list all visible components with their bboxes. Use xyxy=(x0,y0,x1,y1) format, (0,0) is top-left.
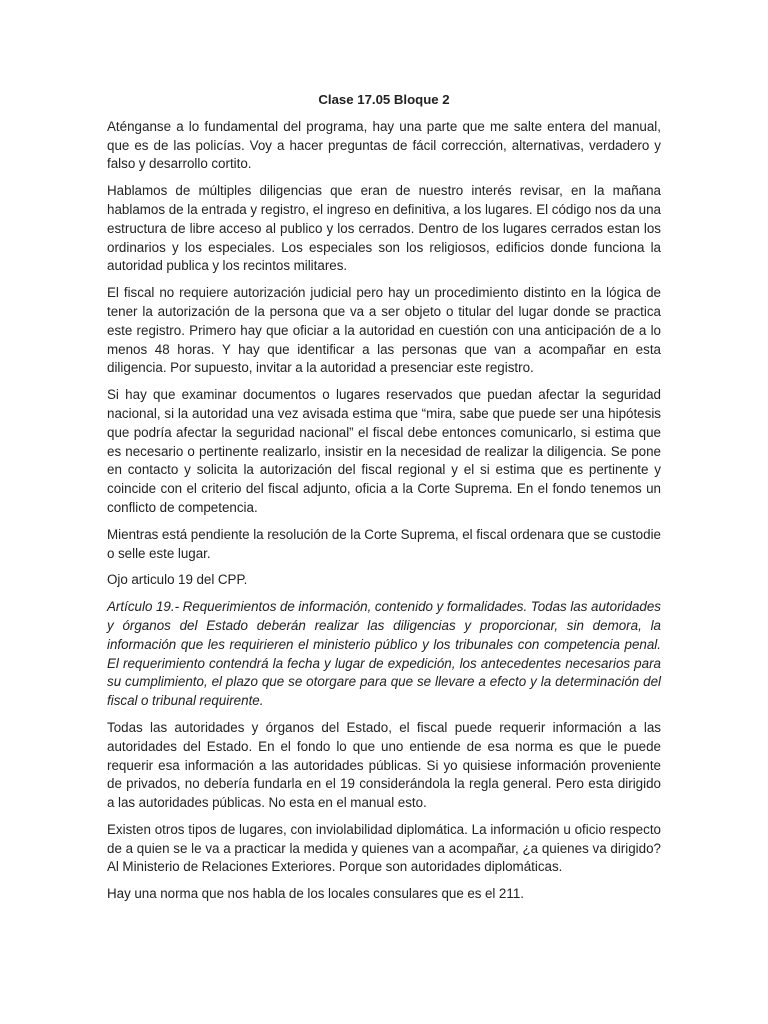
article-quote: Artículo 19.- Requerimientos de información, contenido y formalidades. Todas las autoridades y órganos del Estado deberán realizar las diligencias y proporcionar, sin demora, la información que les requirieren el ministerio público y los tribunales con competencia penal. El requerimiento contendrá la fecha y lugar de expedición, los antecedentes necesarios para su cumplimiento, el plazo que se otorgare para que se llevare a efecto y la determinación del fiscal o tribunal requirente. xyxy=(107,599,661,709)
document-title: Clase 17.05 Bloque 2 xyxy=(318,92,450,107)
paragraph-4: Si hay que examinar documentos o lugares reservados que puedan afectar la seguridad nacional, si la autoridad una vez avisada estima que “mira, sabe que puede ser una hipótesis que podría afectar la seguridad nacional” el fiscal debe entonces comunicarlo, si estima que es necesario o pertinente realizarlo, insistir en la necesidad de realizar la diligencia. Se pone en contacto y solicita la autorización del fiscal regional y el si estima que es pertinente y coincide con el criterio del fiscal adjunto, oficia a la Corte Suprema. En el fondo tenemos un conflicto de competencia. xyxy=(107,387,661,515)
paragraph-2: Hablamos de múltiples diligencias que eran de nuestro interés revisar, en la mañana hablamos de la entrada y registro, el ingreso en definitiva, a los lugares. El código nos da una estructura de libre acceso al publico y los cerrados. Dentro de los lugares cerrados estan los ordinarios y los especiales. Los especiales son los religiosos, edificios donde funciona la autoridad publica y los recintos militares. xyxy=(107,183,661,274)
paragraph-9: Existen otros tipos de lugares, con inviolabilidad diplomática. La información u oficio respecto de a quien se le va a practicar la medida y quienes van a acompañar, ¿a quienes va dirigido? Al Ministerio de Relaciones Exteriores. Porque son autoridades diplomáticas. xyxy=(107,821,661,875)
paragraph-1: Aténganse a lo fundamental del programa, hay una parte que me salte entera del manual, que es de las policías. Voy a hacer preguntas de fácil corrección, alternativas, verdadero y falso y desarrollo cortito. xyxy=(107,118,661,172)
paragraph-5: Mientras está pendiente la resolución de la Corte Suprema, el fiscal ordenara que se custodie o selle este lugar. xyxy=(107,526,661,561)
paragraph-3: El fiscal no requiere autorización judicial pero hay un procedimiento distinto en la lógica de tener la autorización de la persona que va a ser objeto o titular del lugar donde se practica este registro. Primero hay que oficiar a la autoridad en cuestión con una anticipación de a lo menos 48 horas. Y hay que identificar a las personas que van a acompañar en esta diligencia. Por supuesto, invitar a la autoridad a presenciar este registro. xyxy=(107,285,661,376)
paragraph-6: Ojo articulo 19 del CPP. xyxy=(107,572,248,588)
paragraph-8: Todas las autoridades y órganos del Estado, el fiscal puede requerir información a las autoridades del Estado. En el fondo lo que uno entiende de esa norma es que le puede requerir esa información a las autoridades públicas. Si yo quisiese información proveniente de privados, no debería fundarla en el 19 considerándola la regla general. Pero esta dirigido a las autoridades públicas. No esta en el manual esto. xyxy=(107,719,661,811)
paragraph-10: Hay una norma que nos habla de los locales consulares que es el 211. xyxy=(107,886,524,902)
